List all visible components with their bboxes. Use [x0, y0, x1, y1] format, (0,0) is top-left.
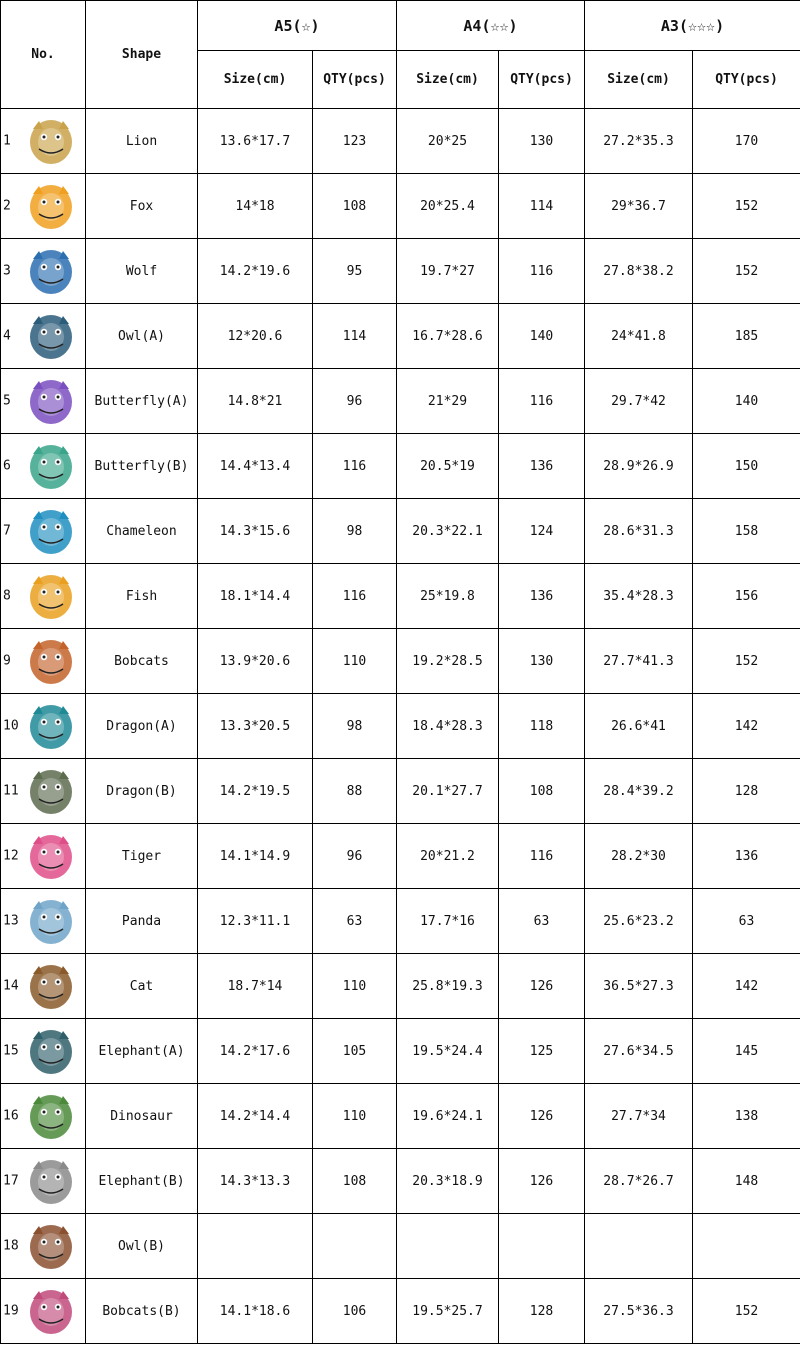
- header-group-a5: A5(☆): [198, 1, 397, 51]
- table-row: [1, 174, 800, 239]
- a4-size-cell: 19.7*27: [397, 239, 499, 304]
- header-a3-size: Size(cm): [585, 51, 693, 109]
- table-row: [1, 1214, 800, 1279]
- a5-size-cell: 14*18: [198, 174, 313, 239]
- a4-qty-cell: 128: [499, 1279, 585, 1344]
- shape-name: Elephant(A): [86, 1019, 198, 1084]
- row-number-cell: [1, 954, 86, 1019]
- table-row: [1, 824, 800, 889]
- a3-size-cell: 28.6*31.3: [585, 499, 693, 564]
- a4-size-cell: 19.2*28.5: [397, 629, 499, 694]
- a4-qty-cell: 126: [499, 1149, 585, 1214]
- a4-size-cell: 20.3*18.9: [397, 1149, 499, 1214]
- a5-qty-cell: [313, 1214, 397, 1279]
- a5-size-cell: 14.3*15.6: [198, 499, 313, 564]
- a3-size-cell: 25.6*23.2: [585, 889, 693, 954]
- shape-name: Lion: [86, 109, 198, 174]
- a5-size-cell: 13.6*17.7: [198, 109, 313, 174]
- a5-qty-cell: 108: [313, 174, 397, 239]
- table-row: [1, 564, 800, 629]
- a3-size-cell: [585, 1214, 693, 1279]
- a4-size-cell: 20.1*27.7: [397, 759, 499, 824]
- table-row: [1, 304, 800, 369]
- shape-name: Bobcats(B): [86, 1279, 198, 1344]
- a5-size-cell: 14.1*14.9: [198, 824, 313, 889]
- row-number: 7: [3, 523, 11, 539]
- a3-qty-cell: 63: [693, 889, 800, 954]
- a3-qty-cell: 152: [693, 629, 800, 694]
- a4-size-cell: 18.4*28.3: [397, 694, 499, 759]
- a4-size-cell: 17.7*16: [397, 889, 499, 954]
- a4-qty-cell: [499, 1214, 585, 1279]
- a5-qty-cell: 95: [313, 239, 397, 304]
- dragon-icon: [25, 700, 77, 752]
- a4-qty-cell: 136: [499, 564, 585, 629]
- a3-size-cell: 28.9*26.9: [585, 434, 693, 499]
- a4-qty-cell: 126: [499, 954, 585, 1019]
- a4-qty-cell: 108: [499, 759, 585, 824]
- dinosaur-icon: [25, 1090, 77, 1142]
- a5-qty-cell: 96: [313, 824, 397, 889]
- row-number: 12: [3, 848, 19, 864]
- owl-icon: [25, 1220, 77, 1272]
- a4-size-cell: 20.3*22.1: [397, 499, 499, 564]
- a5-size-cell: 14.3*13.3: [198, 1149, 313, 1214]
- header-a5-size: Size(cm): [198, 51, 313, 109]
- a3-size-cell: 28.7*26.7: [585, 1149, 693, 1214]
- header-group-a3: A3(☆☆☆): [585, 1, 800, 51]
- a4-qty-cell: 118: [499, 694, 585, 759]
- a3-size-cell: 28.2*30: [585, 824, 693, 889]
- table-body: [1, 109, 800, 1344]
- a3-size-cell: 27.6*34.5: [585, 1019, 693, 1084]
- a5-size-cell: 14.2*17.6: [198, 1019, 313, 1084]
- a3-qty-cell: 152: [693, 239, 800, 304]
- a5-qty-cell: 110: [313, 954, 397, 1019]
- row-number-cell: [1, 564, 86, 629]
- a5-qty-cell: 106: [313, 1279, 397, 1344]
- row-number: 11: [3, 783, 19, 799]
- shape-name: Dragon(B): [86, 759, 198, 824]
- lion-icon: [25, 115, 77, 167]
- table-row: [1, 1149, 800, 1214]
- a5-size-cell: [198, 1214, 313, 1279]
- a3-qty-cell: 185: [693, 304, 800, 369]
- a5-qty-cell: 105: [313, 1019, 397, 1084]
- a3-size-cell: 24*41.8: [585, 304, 693, 369]
- cat-icon: [25, 960, 77, 1012]
- shape-name: Dinosaur: [86, 1084, 198, 1149]
- a3-size-cell: 29*36.7: [585, 174, 693, 239]
- row-number-cell: [1, 109, 86, 174]
- a5-size-cell: 18.7*14: [198, 954, 313, 1019]
- a5-qty-cell: 123: [313, 109, 397, 174]
- table-row: [1, 109, 800, 174]
- a5-size-cell: 12.3*11.1: [198, 889, 313, 954]
- fish-icon: [25, 570, 77, 622]
- table-row: [1, 759, 800, 824]
- header-a4-qty: QTY(pcs): [499, 51, 585, 109]
- row-number: 5: [3, 393, 11, 409]
- a3-size-cell: 27.7*41.3: [585, 629, 693, 694]
- chameleon-icon: [25, 505, 77, 557]
- a5-size-cell: 14.2*19.6: [198, 239, 313, 304]
- a3-qty-cell: 148: [693, 1149, 800, 1214]
- a3-size-cell: 27.8*38.2: [585, 239, 693, 304]
- row-number-cell: [1, 239, 86, 304]
- shape-name: Tiger: [86, 824, 198, 889]
- shape-name: Butterfly(A): [86, 369, 198, 434]
- row-number: 14: [3, 978, 19, 994]
- a4-size-cell: 21*29: [397, 369, 499, 434]
- a4-qty-cell: 114: [499, 174, 585, 239]
- a3-size-cell: 36.5*27.3: [585, 954, 693, 1019]
- shape-name: Chameleon: [86, 499, 198, 564]
- fox-icon: [25, 180, 77, 232]
- a4-qty-cell: 130: [499, 629, 585, 694]
- shape-name: Cat: [86, 954, 198, 1019]
- a4-qty-cell: 124: [499, 499, 585, 564]
- a4-qty-cell: 116: [499, 369, 585, 434]
- row-number-cell: [1, 1084, 86, 1149]
- a4-size-cell: 20*21.2: [397, 824, 499, 889]
- a5-size-cell: 14.8*21: [198, 369, 313, 434]
- a4-qty-cell: 125: [499, 1019, 585, 1084]
- a3-qty-cell: 170: [693, 109, 800, 174]
- row-number: 13: [3, 913, 19, 929]
- a3-qty-cell: 152: [693, 1279, 800, 1344]
- a4-qty-cell: 130: [499, 109, 585, 174]
- header-a4-size: Size(cm): [397, 51, 499, 109]
- a3-size-cell: 29.7*42: [585, 369, 693, 434]
- row-number: 6: [3, 458, 11, 474]
- elephant-icon: [25, 1155, 77, 1207]
- a5-qty-cell: 98: [313, 694, 397, 759]
- row-number: 16: [3, 1108, 19, 1124]
- a5-size-cell: 18.1*14.4: [198, 564, 313, 629]
- header-no: No.: [1, 1, 86, 109]
- a3-qty-cell: 150: [693, 434, 800, 499]
- header-shape: Shape: [86, 1, 198, 109]
- table-row: [1, 499, 800, 564]
- row-number-cell: [1, 1149, 86, 1214]
- row-number-cell: [1, 759, 86, 824]
- a4-qty-cell: 63: [499, 889, 585, 954]
- a5-qty-cell: 110: [313, 629, 397, 694]
- a4-size-cell: 20*25.4: [397, 174, 499, 239]
- a5-qty-cell: 108: [313, 1149, 397, 1214]
- a5-size-cell: 14.2*14.4: [198, 1084, 313, 1149]
- a5-size-cell: 12*20.6: [198, 304, 313, 369]
- a5-qty-cell: 63: [313, 889, 397, 954]
- shape-name: Butterfly(B): [86, 434, 198, 499]
- a5-size-cell: 14.1*18.6: [198, 1279, 313, 1344]
- table-row: [1, 954, 800, 1019]
- a4-qty-cell: 136: [499, 434, 585, 499]
- header-a5-qty: QTY(pcs): [313, 51, 397, 109]
- a3-qty-cell: [693, 1214, 800, 1279]
- a4-size-cell: 20*25: [397, 109, 499, 174]
- a5-size-cell: 13.3*20.5: [198, 694, 313, 759]
- a3-size-cell: 27.5*36.3: [585, 1279, 693, 1344]
- bobcat-icon: [25, 1285, 77, 1337]
- row-number-cell: [1, 824, 86, 889]
- a3-size-cell: 27.2*35.3: [585, 109, 693, 174]
- row-number: 4: [3, 328, 11, 344]
- a4-size-cell: 25*19.8: [397, 564, 499, 629]
- butterfly-icon: [25, 440, 77, 492]
- row-number: 1: [3, 133, 11, 149]
- table-row: [1, 1084, 800, 1149]
- row-number-cell: [1, 304, 86, 369]
- a4-size-cell: 25.8*19.3: [397, 954, 499, 1019]
- a3-size-cell: 26.6*41: [585, 694, 693, 759]
- a3-qty-cell: 142: [693, 694, 800, 759]
- row-number-cell: [1, 434, 86, 499]
- table-row: [1, 1279, 800, 1344]
- row-number-cell: [1, 1214, 86, 1279]
- owl-icon: [25, 310, 77, 362]
- a3-size-cell: 35.4*28.3: [585, 564, 693, 629]
- a3-qty-cell: 140: [693, 369, 800, 434]
- a4-qty-cell: 116: [499, 239, 585, 304]
- a5-qty-cell: 116: [313, 564, 397, 629]
- wolf-icon: [25, 245, 77, 297]
- table-row: [1, 369, 800, 434]
- row-number: 19: [3, 1303, 19, 1319]
- a3-qty-cell: 128: [693, 759, 800, 824]
- row-number-cell: [1, 174, 86, 239]
- a4-size-cell: 19.6*24.1: [397, 1084, 499, 1149]
- a3-size-cell: 27.7*34: [585, 1084, 693, 1149]
- shape-name: Fox: [86, 174, 198, 239]
- shape-name: Owl(B): [86, 1214, 198, 1279]
- header-a3-qty: QTY(pcs): [693, 51, 800, 109]
- shape-name: Owl(A): [86, 304, 198, 369]
- a5-size-cell: 14.2*19.5: [198, 759, 313, 824]
- row-number-cell: [1, 1019, 86, 1084]
- a4-qty-cell: 116: [499, 824, 585, 889]
- tiger-icon: [25, 830, 77, 882]
- row-number: 8: [3, 588, 11, 604]
- a5-size-cell: 14.4*13.4: [198, 434, 313, 499]
- table-row: [1, 434, 800, 499]
- a5-qty-cell: 116: [313, 434, 397, 499]
- a5-qty-cell: 96: [313, 369, 397, 434]
- row-number-cell: [1, 1279, 86, 1344]
- table-row: [1, 239, 800, 304]
- a3-qty-cell: 145: [693, 1019, 800, 1084]
- shape-name: Bobcats: [86, 629, 198, 694]
- row-number: 10: [3, 718, 19, 734]
- row-number-cell: [1, 369, 86, 434]
- a5-size-cell: 13.9*20.6: [198, 629, 313, 694]
- row-number: 15: [3, 1043, 19, 1059]
- a5-qty-cell: 110: [313, 1084, 397, 1149]
- a4-qty-cell: 126: [499, 1084, 585, 1149]
- row-number-cell: [1, 889, 86, 954]
- dragon-icon: [25, 765, 77, 817]
- a5-qty-cell: 114: [313, 304, 397, 369]
- shape-name: Elephant(B): [86, 1149, 198, 1214]
- row-number: 2: [3, 198, 11, 214]
- row-number-cell: [1, 694, 86, 759]
- row-number: 9: [3, 653, 11, 669]
- a3-qty-cell: 138: [693, 1084, 800, 1149]
- row-number: 17: [3, 1173, 19, 1189]
- a3-qty-cell: 158: [693, 499, 800, 564]
- a4-size-cell: [397, 1214, 499, 1279]
- panda-icon: [25, 895, 77, 947]
- butterfly-icon: [25, 375, 77, 427]
- a4-size-cell: 19.5*24.4: [397, 1019, 499, 1084]
- a4-size-cell: 19.5*25.7: [397, 1279, 499, 1344]
- shape-name: Wolf: [86, 239, 198, 304]
- a5-qty-cell: 88: [313, 759, 397, 824]
- shape-name: Panda: [86, 889, 198, 954]
- row-number-cell: [1, 629, 86, 694]
- header-group-a4: A4(☆☆): [397, 1, 585, 51]
- table-row: [1, 629, 800, 694]
- row-number: 3: [3, 263, 11, 279]
- a3-size-cell: 28.4*39.2: [585, 759, 693, 824]
- elephant-icon: [25, 1025, 77, 1077]
- a3-qty-cell: 142: [693, 954, 800, 1019]
- row-number-cell: [1, 499, 86, 564]
- a4-size-cell: 16.7*28.6: [397, 304, 499, 369]
- table-row: [1, 1019, 800, 1084]
- a3-qty-cell: 136: [693, 824, 800, 889]
- bobcat-icon: [25, 635, 77, 687]
- a3-qty-cell: 152: [693, 174, 800, 239]
- a3-qty-cell: 156: [693, 564, 800, 629]
- a4-qty-cell: 140: [499, 304, 585, 369]
- a5-qty-cell: 98: [313, 499, 397, 564]
- shape-name: Dragon(A): [86, 694, 198, 759]
- row-number: 18: [3, 1238, 19, 1254]
- table-row: [1, 889, 800, 954]
- shape-name: Fish: [86, 564, 198, 629]
- a4-size-cell: 20.5*19: [397, 434, 499, 499]
- table-row: [1, 694, 800, 759]
